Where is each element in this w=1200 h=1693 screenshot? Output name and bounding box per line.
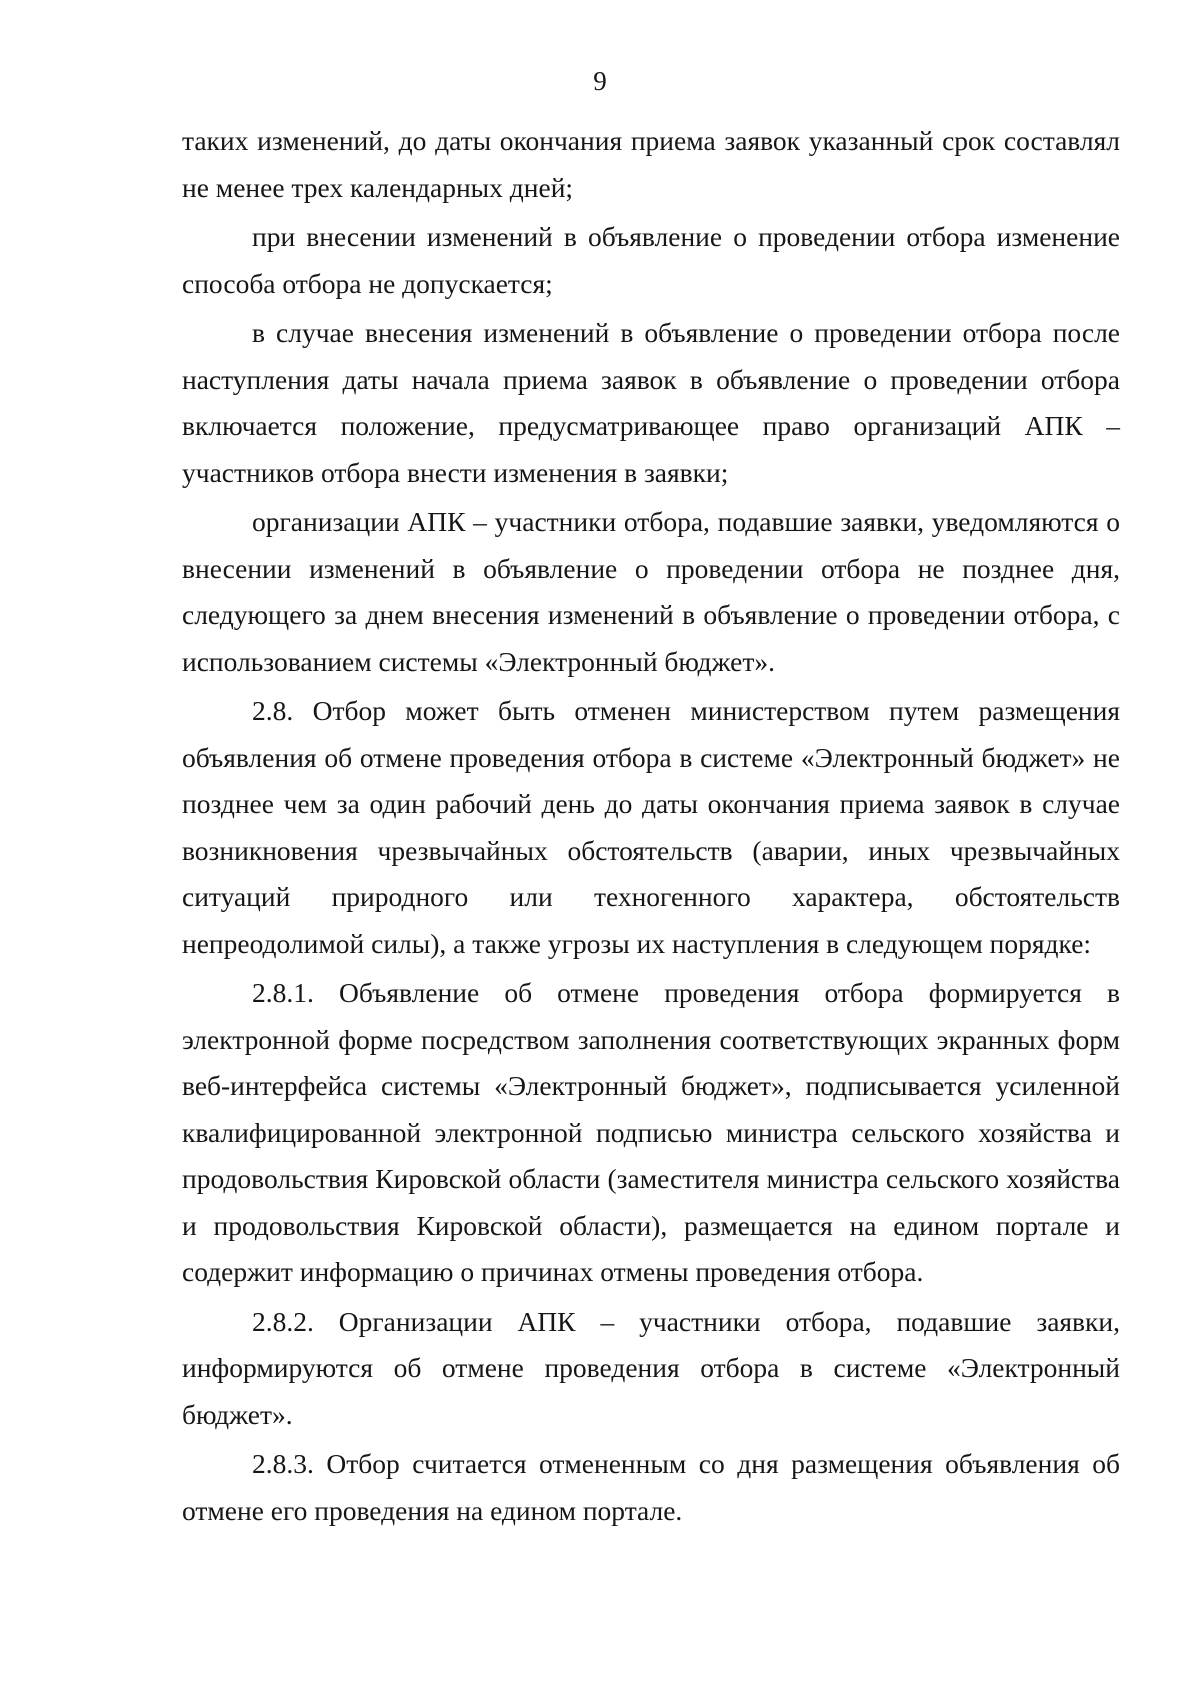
paragraph-2-8-1: 2.8.1. Объявление об отмене проведения отбора формируется в электронной форме посредством заполнения соответствующих экранных форм веб-интерфейса системы «Электронный бюджет», подписывается усиленной квалифицированной электронной подписью министра сельского хозяйства и продовольствия Кировской области (заместителя министра сельского хозяйства и продовольствия Кировской области), размещается на едином портале и содержит информацию о причинах отмены проведения отбора. (182, 977, 1120, 1287)
document-body (182, 118, 1120, 1537)
paragraph-change-after-start: в случае внесения изменений в объявление о проведении отбора после наступления даты начала приема заявок в объявление о проведении отбора включается положение, предусматривающее право организаций АПК – участников отбора внести изменения в заявки; (182, 317, 1120, 488)
paragraph-2-8-2: 2.8.2. Организации АПК – участники отбора, подавшие заявки, информируются об отмене проведения отбора в системе «Электронный бюджет». (182, 1305, 1120, 1430)
page-number: 9 (593, 66, 607, 96)
paragraph-notification: организации АПК – участники отбора, подавшие заявки, уведомляются о внесении изменений в объявление о проведении отбора не позднее дня, следующего за днем внесения изменений в объявление о проведении отбора, с использованием системы «Электронный бюджет». (182, 506, 1120, 677)
paragraph-2-8-3: 2.8.3. Отбор считается отмененным со дня размещения объявления об отмене его проведения на едином портале. (182, 1448, 1120, 1526)
paragraph-continuation: таких изменений, до даты окончания приема заявок указанный срок составлял не менее трех календарных дней; (182, 125, 1120, 203)
paragraph-2-8: 2.8. Отбор может быть отменен министерством путем размещения объявления об отмене проведения отбора в системе «Электронный бюджет» не позднее чем за один рабочий день до даты окончания приема заявок в случае возникновения чрезвычайных обстоятельств (аварии, иных чрезвычайных ситуаций природного или техногенного характера, обстоятельств непреодолимой силы), а также угрозы их наступления в следующем порядке: (182, 695, 1120, 959)
paragraph-change-method: при внесении изменений в объявление о проведении отбора изменение способа отбора не допускается; (182, 221, 1120, 299)
